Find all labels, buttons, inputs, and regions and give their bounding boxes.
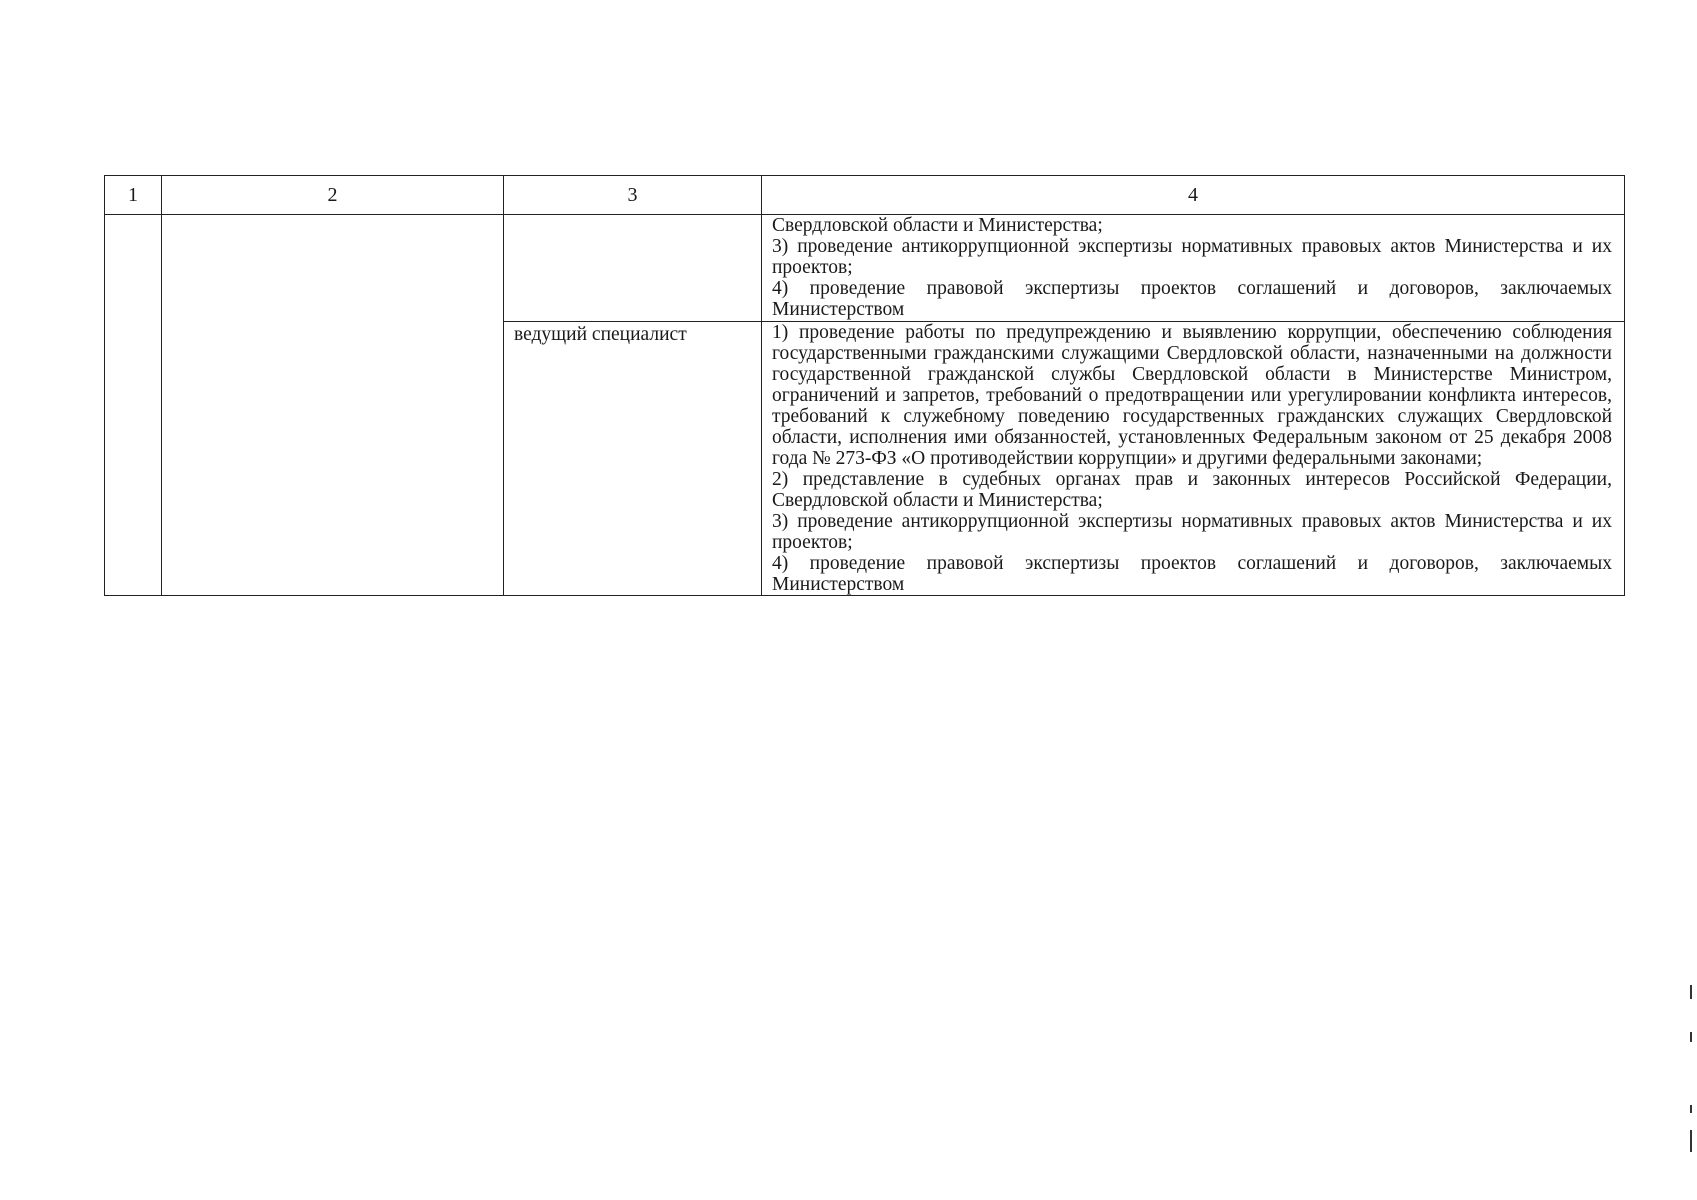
position-cell [504,215,762,322]
duty-item: 3) проведение антикоррупционной экспертизы нормативных правовых актов Министерства и их проектов; [772,511,1612,553]
table-row [105,215,1625,322]
duty-item: Свердловской области и Министерства; [772,215,1103,236]
department-cell [162,215,504,596]
duty-item: 4) проведение правовой экспертизы проектов соглашений и договоров, заключаемых Министерством [772,278,1612,320]
duty-item: 4) проведение правовой экспертизы проектов соглашений и договоров, заключаемых Министерством [772,553,1612,595]
header-cell-1: 1 [105,176,162,215]
duty-item: 3) проведение антикоррупционной экспертизы нормативных правовых актов Министерства и их проектов; [772,236,1612,278]
header-cell-4: 4 [762,176,1625,215]
number-cell [105,215,162,596]
duty-item: 2) представление в судебных органах прав и законных интересов Российской Федерации, Свердловской области и Министерства; [772,469,1612,511]
table-header-row [105,176,1625,215]
scan-speck [1690,1105,1692,1113]
duties-table [104,175,1625,596]
header-cell-2: 2 [162,176,504,215]
scan-speck [1690,1130,1692,1152]
scan-speck [1690,985,1692,999]
duty-item: 1) проведение работы по предупреждению и выявлению коррупции, обеспечению соблюдения государственными гражданскими служащими Свердловской области, назначенными на должности государственной гражданской службы Свердловской области в Министерстве Министром, ограничений и запретов, требований о предотвращении или урегулировании конфликта интересов, требований к служебному поведению государственных гражданских служащих Свердловской области, исполнения ими обязанностей, установленных Федеральным законом от 25 декабря 2008 года № 273-ФЗ «О противодействии коррупции» и другими федеральными законами; [772,322,1612,469]
header-cell-3: 3 [504,176,762,215]
duties-cell [762,322,1625,596]
duties-cell [762,215,1625,322]
position-cell: ведущий специалист [504,322,762,596]
scan-speck [1690,1032,1692,1042]
